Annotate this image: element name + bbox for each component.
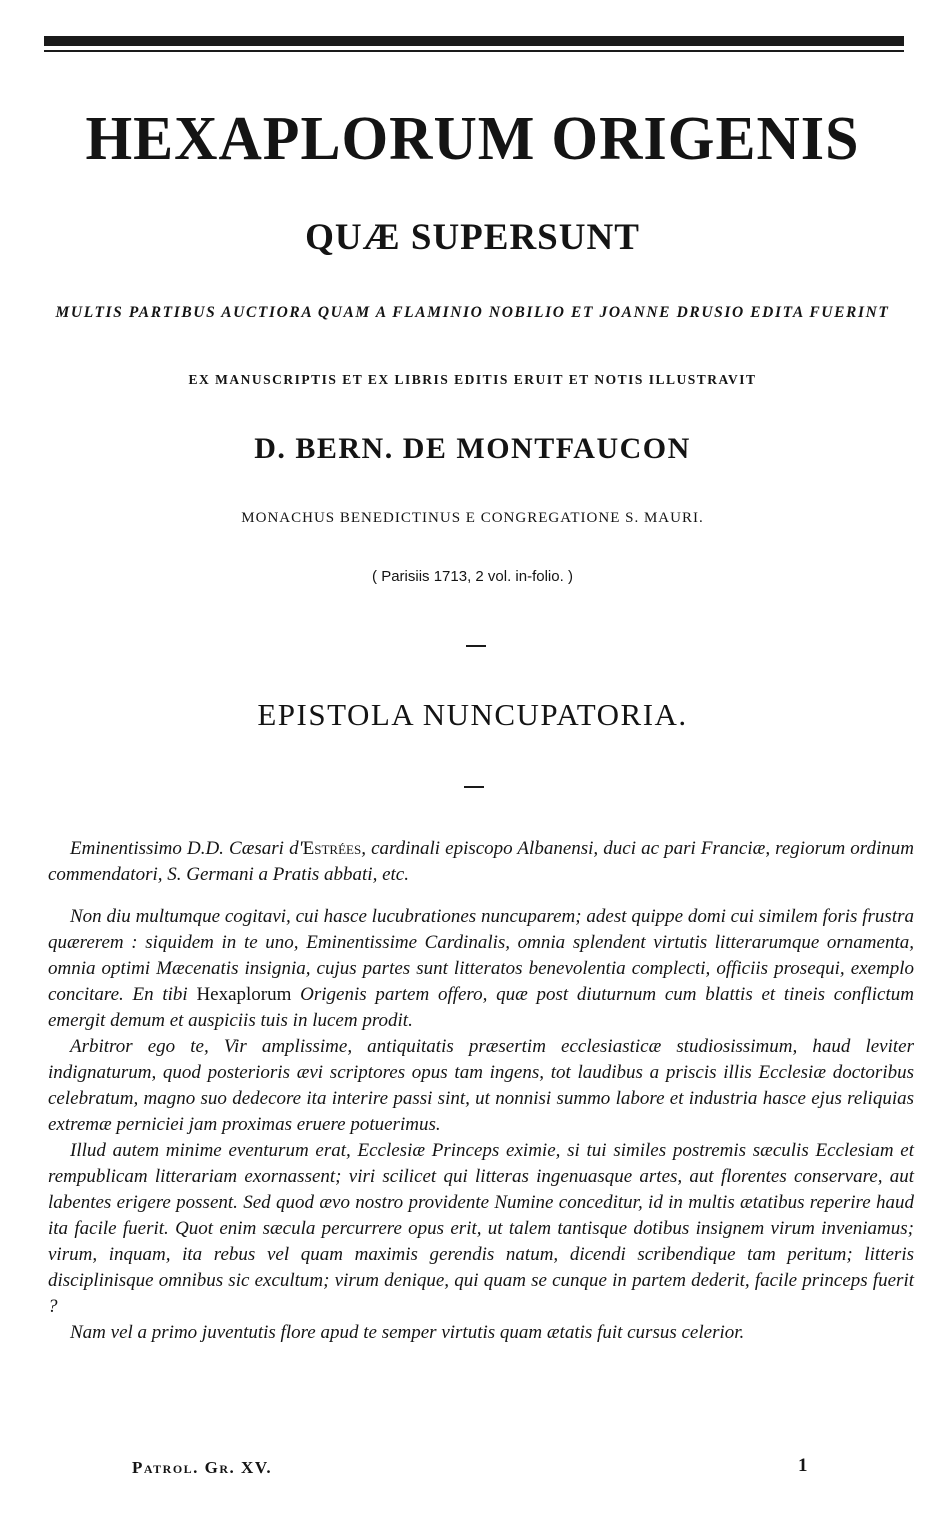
dedication (48, 836, 914, 888)
divider-dash (466, 645, 486, 647)
paragraph: Arbitror ego te, Vir amplissime, antiquitatis præsertim ecclesiasticæ studiosissimum, haud leviter indignaturum, quod posterioris ævi scriptores opus tam ingens, tot laudibus a priscis illis Ecclesiæ doctoribus celebratum, magno suo dedecore ita interire passi sint, ut nonnisi summo labore et industria hasce ejus reliquias extremæ perniciei jam proximas eruere potuerimus. (48, 1036, 914, 1135)
top-rule (44, 36, 904, 46)
dedicatee-name: Estrées (302, 838, 362, 859)
subtitle: QUÆ SUPERSUNT (305, 217, 640, 258)
divider-dash (464, 786, 484, 788)
paragraph-text-upright: Hexaplorum (196, 984, 292, 1005)
main-title: HEXAPLORUM ORIGENIS (85, 103, 860, 173)
page-number: 1 (798, 1455, 808, 1476)
imprint: ( Parisiis 1713, 2 vol. in-folio. ) (372, 568, 573, 585)
paragraph: Illud autem minime eventurum erat, Ecclesiæ Princeps eximie, si tui similes postremis sæculis Ecclesiam et rempublicam litterariam exornassent; viri scilicet qui litteras ingenuasque artes, aut florentes conservare, aut labentes erigere possent. Sed quod ævo nostro providente Numine conceditur, id in multis ætatibus reperire haud ita facile fuerit. Quot enim sæcula percurrere opus erit, ut talem tantisque dotibus insignem virum inveniamus; virum, inquam, ita rebus vel quam maximis gerendis natum, dicendi scribendique tam peritum; litteris disciplinisque omnibus sic excultum; virum denique, qui quam se cunque in partem dederit, facile princeps fuerit ? (48, 1140, 914, 1317)
section-heading: EPISTOLA NUNCUPATORIA. (257, 697, 688, 732)
paragraph-text: Non diu multumque cogitavi, cui hasce lucubrationes nuncuparem; adest quippe domi cui similem foris frustra quærerem : siquidem in te uno, Eminentissime Cardinalis, omnia splendent virtutis litterarumque ornamenta, omnia optimi Mæcenatis insignia, cujus partes sunt litteratos benevolentia complecti, officiis prosequi, exemplo concitare. En tibi (48, 906, 914, 1005)
paragraph: Nam vel a primo juventutis flore apud te semper virtutis quam ætatis fuit cursus celerior. (70, 1322, 745, 1343)
edition-method: EX MANUSCRIPTIS ET EX LIBRIS EDITIS ERUIT ET NOTIS ILLUSTRAVIT (188, 372, 757, 387)
author-name: D. BERN. DE MONTFAUCON (254, 432, 691, 465)
top-rule-thin (44, 50, 904, 52)
footer-signature: Patrol. Gr. XV. (132, 1458, 273, 1477)
letter-body (48, 904, 914, 1346)
edition-description: MULTIS PARTIBUS AUCTIORA QUAM A FLAMINIO NOBILIO ET JOANNE DRUSIO EDITA FUERINT (55, 304, 890, 321)
paragraph-text: Origenis partem offero, quæ post diuturnum cum blattis et tineis conflictum emergit demum et auspiciis tuis in lucem prodit. (48, 984, 914, 1031)
dedication-text: Eminentissimo D.D. Cæsari d' (70, 838, 303, 859)
author-order: MONACHUS BENEDICTINUS E CONGREGATIONE S. MAURI. (241, 510, 704, 526)
dedication-text: , cardinali episcopo Albanensi, duci ac pari Franciæ, regiorum ordinum commendatori, S. Germani a Pratis abbati, etc. (48, 838, 914, 885)
paragraph (48, 904, 914, 1034)
